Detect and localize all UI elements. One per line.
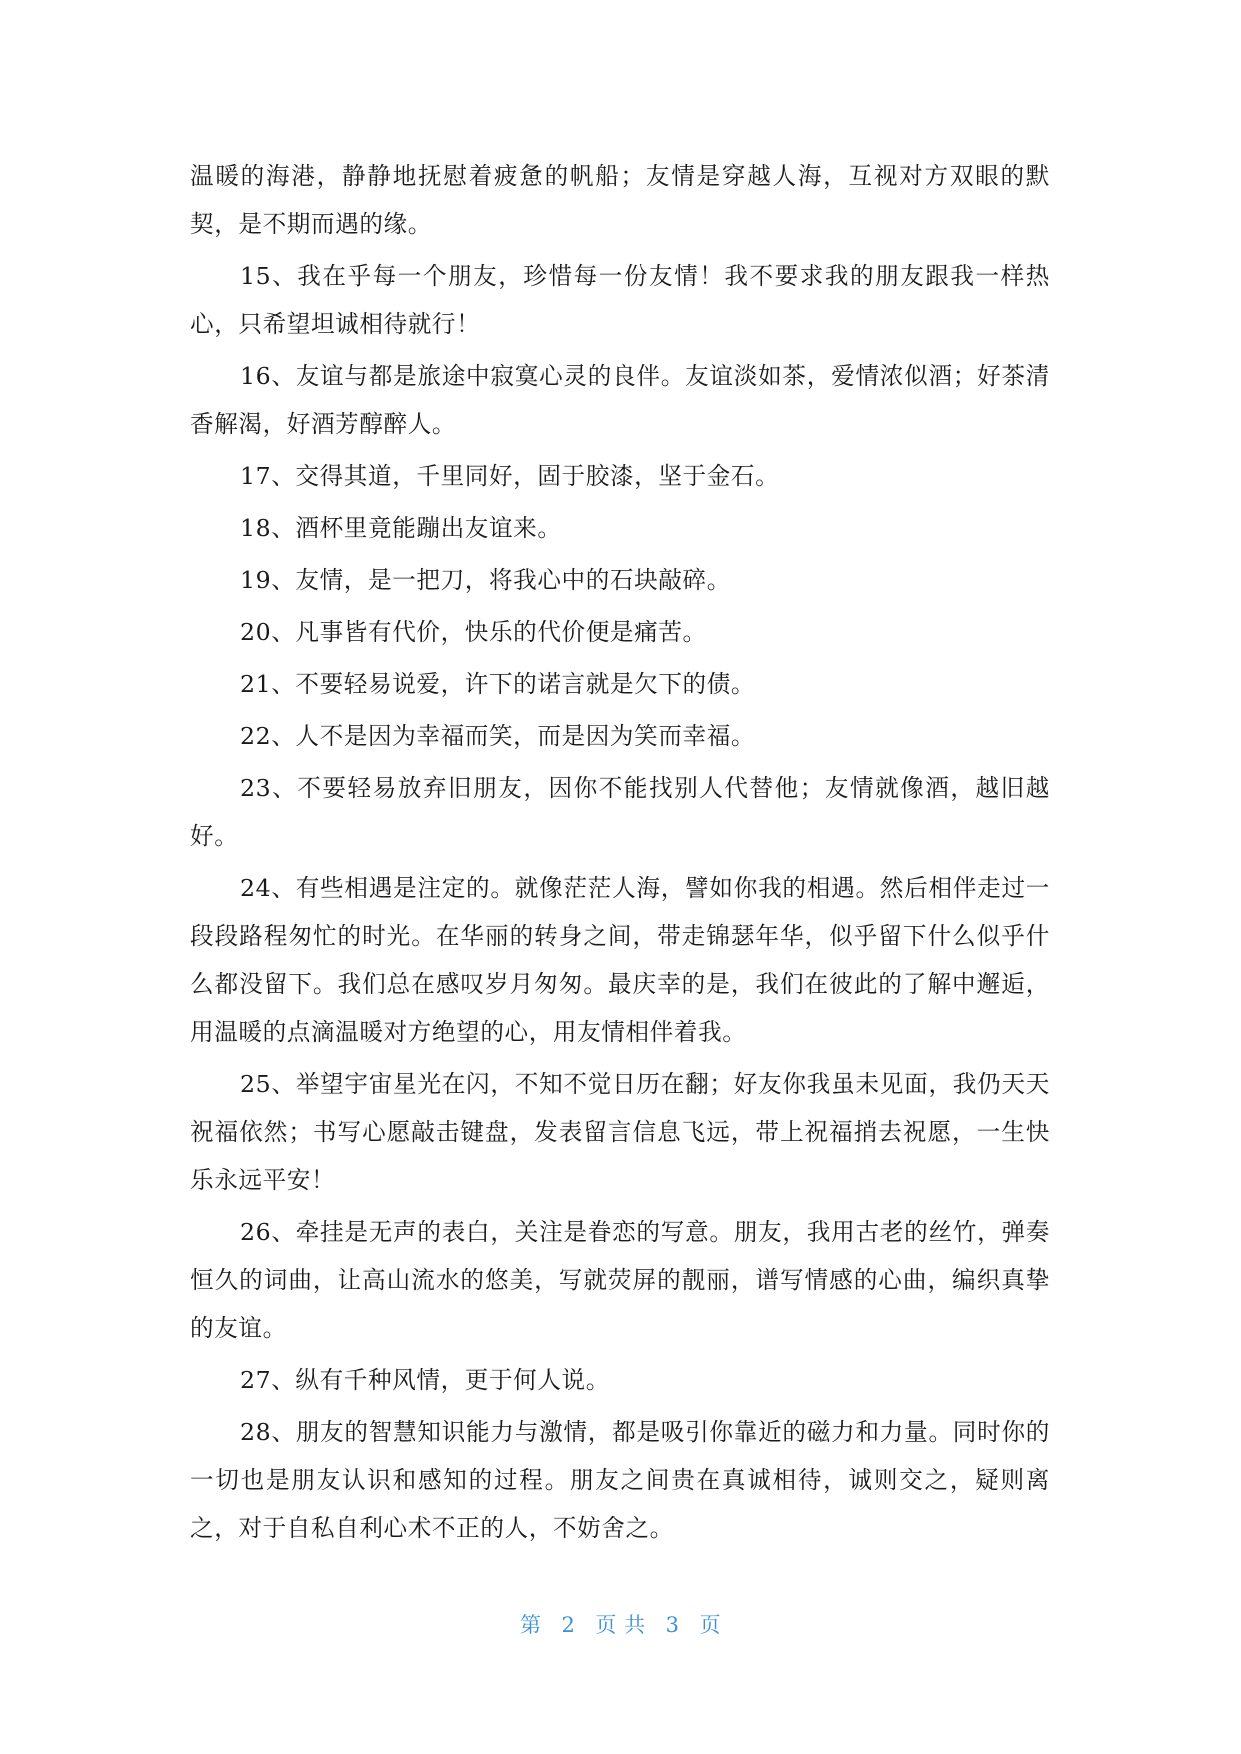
paragraph: 18、酒杯里竟能蹦出友谊来。 bbox=[240, 514, 562, 542]
footer-current-page: 2 bbox=[561, 1613, 576, 1637]
paragraph: 22、人不是因为幸福而笑，而是因为笑而幸福。 bbox=[240, 722, 756, 750]
footer-middle: 页 共 bbox=[595, 1613, 646, 1637]
paragraph: 16、友谊与都是旅途中寂寞心灵的良伴。友谊淡如茶，爱情浓似酒；好茶清香解渴，好酒芳醇醉人。 bbox=[190, 362, 1050, 438]
paragraph: 23、不要轻易放弃旧朋友，因你不能找别人代替他；友情就像酒，越旧越好。 bbox=[190, 774, 1050, 850]
paragraph: 27、纵有千种风情，更于何人说。 bbox=[240, 1366, 610, 1394]
paragraph: 26、牵挂是无声的表白，关注是眷恋的写意。朋友，我用古老的丝竹，弹奏恒久的词曲，让高山流水的悠美，写就荧屏的靓丽，谱写情感的心曲，编织真挚的友谊。 bbox=[190, 1218, 1050, 1342]
paragraph: 15、我在乎每一个朋友，珍惜每一份友情！我不要求我的朋友跟我一样热心，只希望坦诚相待就行！ bbox=[190, 262, 1050, 338]
paragraph: 25、举望宇宙星光在闪，不知不觉日历在翻；好友你我虽未见面，我仍天天祝福依然；书写心愿敲击键盘，发表留言信息飞远，带上祝福捎去祝愿，一生快乐永远平安！ bbox=[190, 1070, 1050, 1194]
paragraph: 19、友情，是一把刀，将我心中的石块敲碎。 bbox=[240, 566, 731, 594]
footer-prefix: 第 bbox=[520, 1613, 542, 1637]
footer-suffix: 页 bbox=[699, 1613, 721, 1637]
paragraph: 24、有些相遇是注定的。就像茫茫人海，譬如你我的相遇。然后相伴走过一段段路程匆忙的时光。在华丽的转身之间，带走锦瑟年华，似乎留下什么似乎什么都没留下。我们总在感叹岁月匆匆。最庆幸的是，我们在彼此的了解中邂逅，用温暖的点滴温暖对方绝望的心，用友情相伴着我。 bbox=[190, 874, 1050, 1046]
paragraph: 温暖的海港，静静地抚慰着疲惫的帆船；友情是穿越人海，互视对方双眼的默契，是不期而遇的缘。 bbox=[190, 162, 1050, 238]
page-footer bbox=[0, 1610, 1241, 1640]
paragraph: 28、朋友的智慧知识能力与激情，都是吸引你靠近的磁力和力量。同时你的一切也是朋友认识和感知的过程。朋友之间贵在真诚相待，诚则交之，疑则离之，对于自私自利心术不正的人，不妨舍之。 bbox=[190, 1418, 1050, 1542]
paragraph: 21、不要轻易说爱，许下的诺言就是欠下的债。 bbox=[240, 670, 756, 698]
footer-total-pages: 3 bbox=[665, 1613, 680, 1637]
document-body bbox=[190, 152, 1050, 1556]
paragraph: 17、交得其道，千里同好，固于胶漆，坚于金石。 bbox=[240, 462, 780, 490]
paragraph: 20、凡事皆有代价，快乐的代价便是痛苦。 bbox=[240, 618, 707, 646]
